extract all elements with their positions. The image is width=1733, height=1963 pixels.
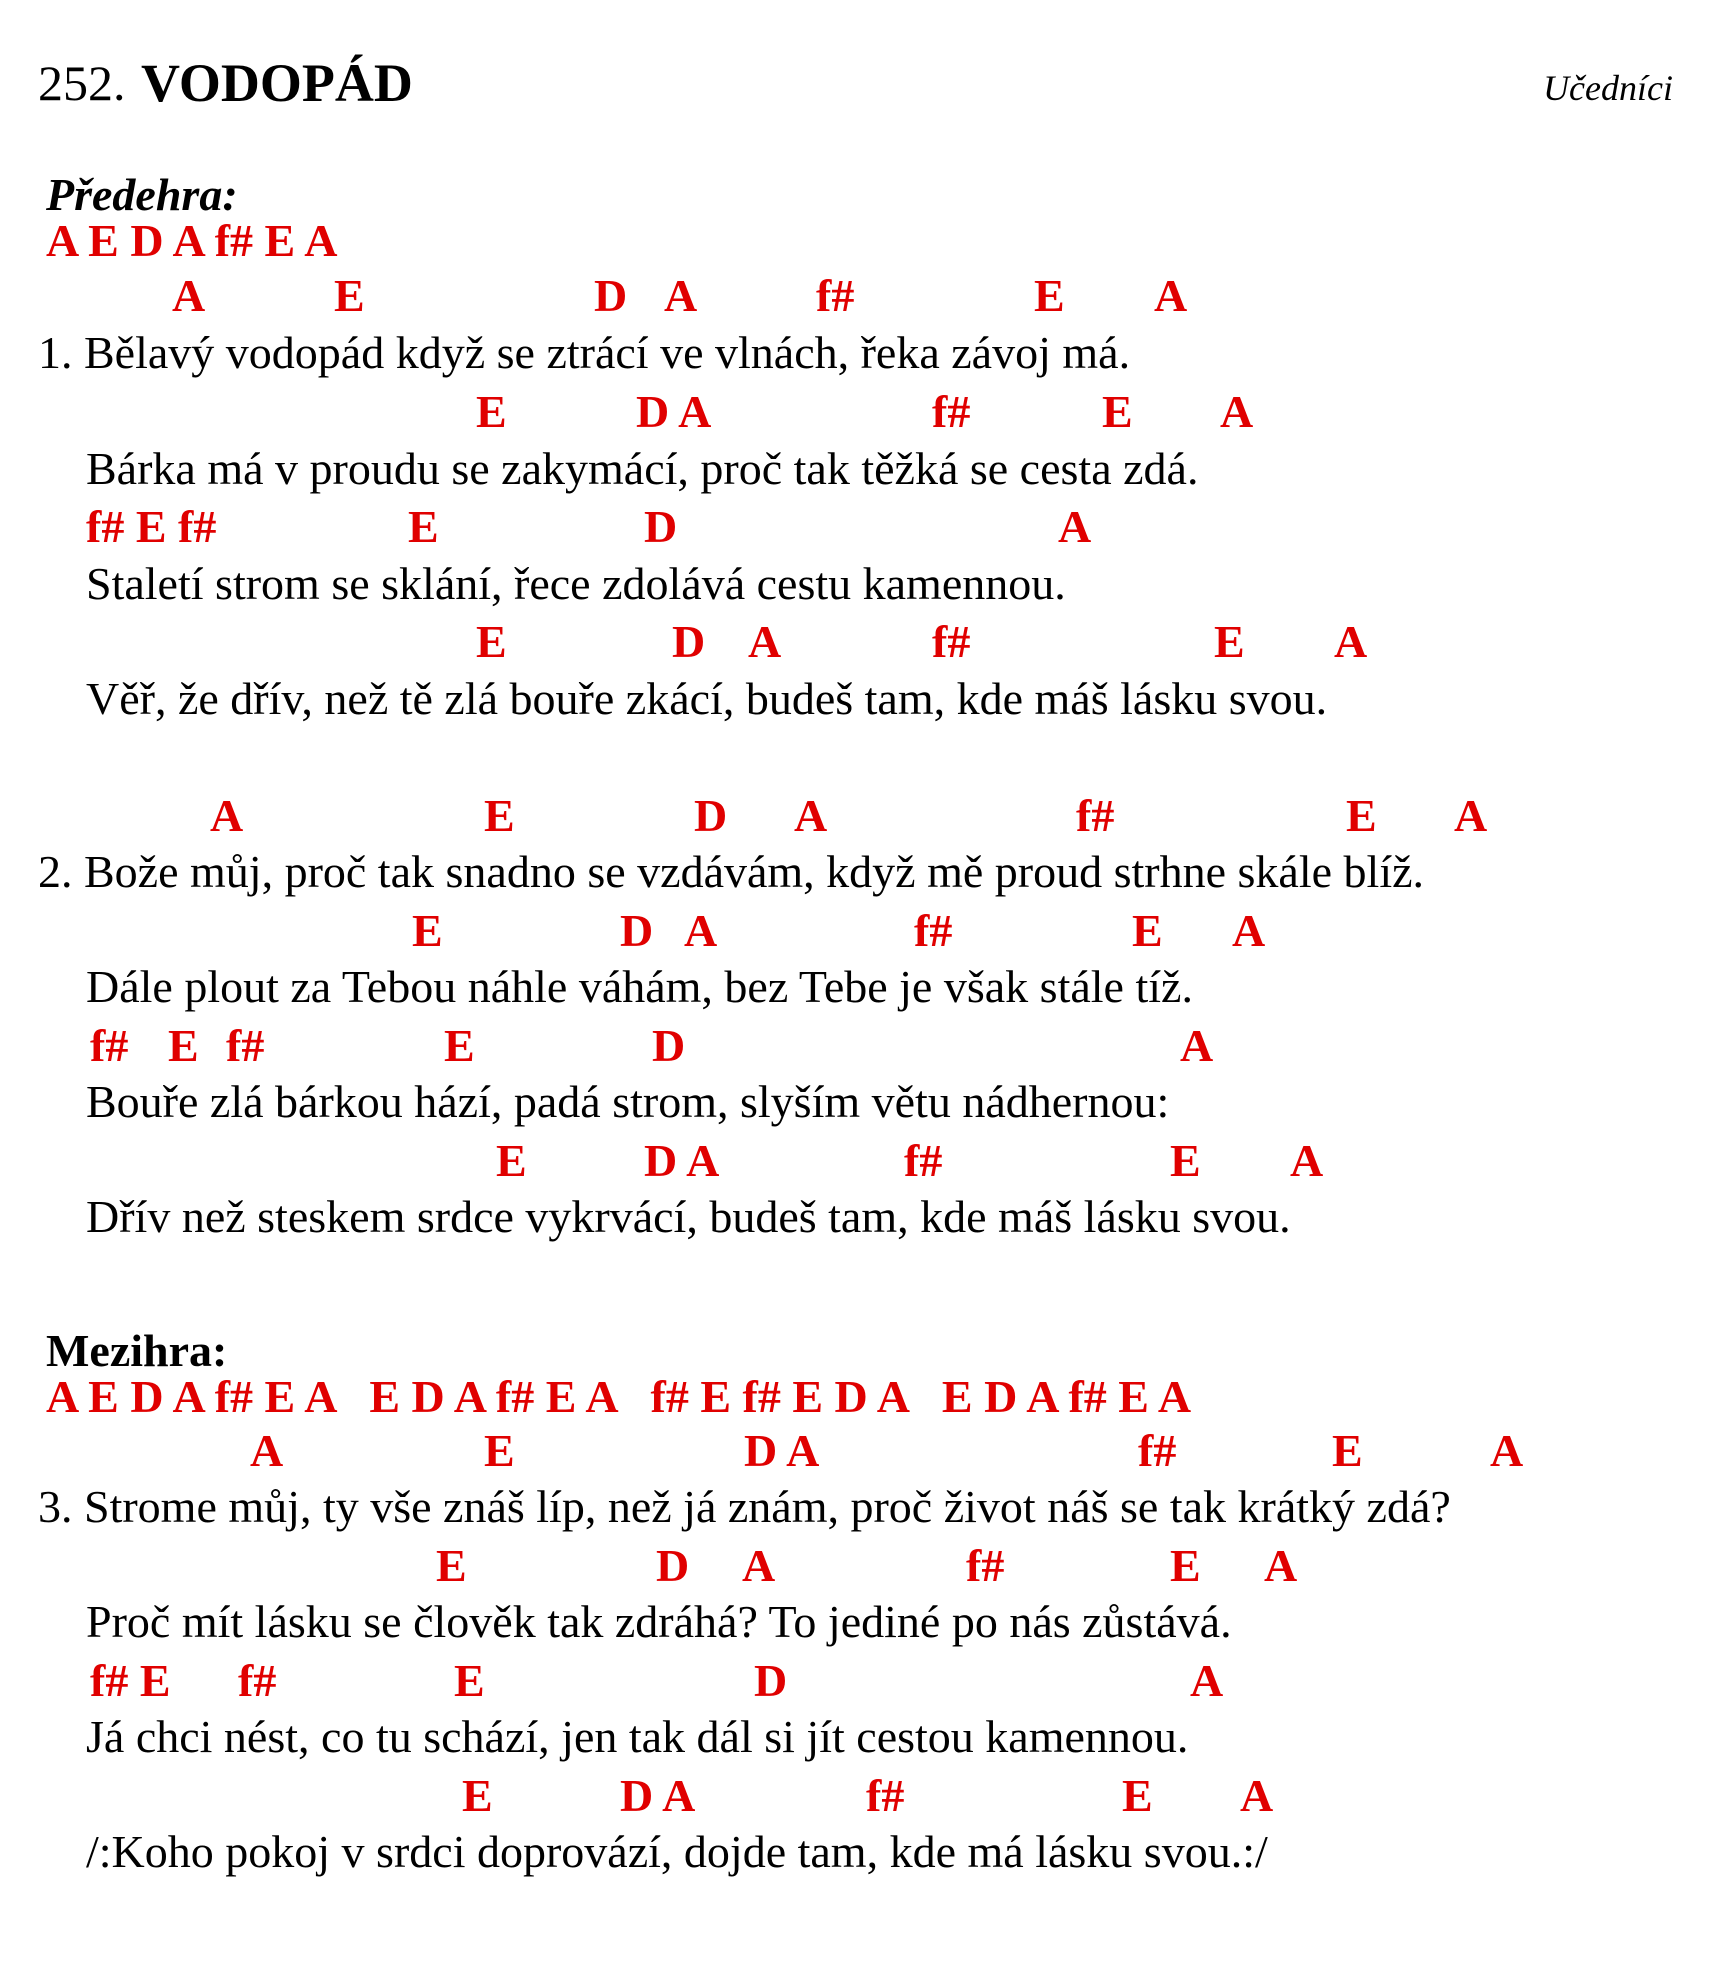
chord: E	[412, 905, 443, 956]
chord: D A	[620, 1770, 696, 1821]
chord: D A	[636, 386, 712, 437]
chord: f#	[816, 270, 855, 321]
chord: f# E	[90, 1655, 171, 1706]
chord: A	[1180, 1020, 1214, 1071]
chord: A	[664, 270, 698, 321]
lyric-line: Bouře zlá bárkou hází, padá strom, slyším větu nádhernou:	[86, 1076, 1170, 1127]
chord: E	[436, 1540, 467, 1591]
chord: E	[1132, 905, 1163, 956]
lyric-line: 1. Bělavý vodopád když se ztrácí ve vlnách, řeka závoj má.	[38, 327, 1131, 378]
chord: A	[1334, 616, 1368, 667]
chord: A	[1290, 1135, 1324, 1186]
chord: E	[476, 386, 507, 437]
chord: A	[742, 1540, 776, 1591]
lyric-line: Staletí strom se sklání, řece zdolává cestu kamennou.	[86, 558, 1066, 609]
chord: D A	[744, 1425, 820, 1476]
predehra-line	[38, 156, 337, 264]
predehra-chords: A E D A f# E A	[46, 215, 338, 266]
chord: f#	[966, 1540, 1005, 1591]
chord: D A	[644, 1135, 720, 1186]
chord: f#	[1076, 790, 1115, 841]
chord: f#	[904, 1135, 943, 1186]
chord: f#	[238, 1655, 277, 1706]
chord: E	[334, 270, 365, 321]
chord: E	[1332, 1425, 1363, 1476]
lyric-line: Věř, že dřív, než tě zlá bouře zkácí, budeš tam, kde máš lásku svou.	[86, 673, 1328, 724]
chord: D	[652, 1020, 686, 1071]
lyric-line: Proč mít lásku se člověk tak zdráhá? To jediné po nás zůstává.	[86, 1596, 1232, 1647]
chord: E	[1170, 1135, 1201, 1186]
chord: D	[594, 270, 628, 321]
lyric-line: Dřív než steskem srdce vykrvácí, budeš tam, kde máš lásku svou.	[86, 1191, 1291, 1242]
chord: E	[1034, 270, 1065, 321]
chord: A	[794, 790, 828, 841]
chord: A	[1190, 1655, 1224, 1706]
chord: D	[694, 790, 728, 841]
chord: A	[1240, 1770, 1274, 1821]
chord: f#	[932, 616, 971, 667]
chord: D	[656, 1540, 690, 1591]
chord: E	[454, 1655, 485, 1706]
chord: A	[748, 616, 782, 667]
chord: D	[644, 501, 678, 552]
predehra-label: Předehra:	[46, 169, 238, 220]
chord: E	[168, 1020, 199, 1071]
chord: A	[210, 790, 244, 841]
chord: f#	[866, 1770, 905, 1821]
chord: A	[1154, 270, 1188, 321]
chord: A	[1058, 501, 1092, 552]
chord: E	[462, 1770, 493, 1821]
chord: E	[484, 790, 515, 841]
chord: E	[1346, 790, 1377, 841]
chord: E	[496, 1135, 527, 1186]
chord: E	[1102, 386, 1133, 437]
chord: D	[620, 905, 654, 956]
chord: E	[408, 501, 439, 552]
chord: E	[1122, 1770, 1153, 1821]
chord: E	[1214, 616, 1245, 667]
chord: D	[672, 616, 706, 667]
chord: E	[476, 616, 507, 667]
lyric-line: Bárka má v proudu se zakymácí, proč tak těžká se cesta zdá.	[86, 443, 1199, 494]
song-author: Učedníci	[1543, 68, 1673, 108]
chord: f#	[90, 1020, 129, 1071]
chord: A	[1220, 386, 1254, 437]
lyric-line: 3. Strome můj, ty vše znáš líp, než já znám, proč život náš se tak krátký zdá?	[38, 1481, 1451, 1532]
song-number: 252.	[38, 55, 126, 111]
chord: f# E f#	[86, 501, 217, 552]
chord: A	[1490, 1425, 1524, 1476]
song-title: VODOPÁD	[141, 53, 413, 113]
lyric-line: 2. Bože můj, proč tak snadno se vzdávám, když mě proud strhne skále blíž.	[38, 846, 1425, 897]
chord: A	[1264, 1540, 1298, 1591]
chord: f#	[226, 1020, 265, 1071]
chord: E	[484, 1425, 515, 1476]
lyric-line: Dále plout za Tebou náhle váhám, bez Tebe je však stále tíž.	[86, 961, 1193, 1012]
chord: A	[684, 905, 718, 956]
chord: A	[250, 1425, 284, 1476]
chord: f#	[1138, 1425, 1177, 1476]
chord: A	[1232, 905, 1266, 956]
chord: f#	[914, 905, 953, 956]
chord: A	[1454, 790, 1488, 841]
chord: E	[1170, 1540, 1201, 1591]
chord: f#	[932, 386, 971, 437]
mezihra-line	[38, 1312, 1191, 1420]
chord: E	[444, 1020, 475, 1071]
chord: A	[172, 270, 206, 321]
mezihra-chords: A E D A f# E A E D A f# E A f# E f# E D A E D A f# E A	[46, 1371, 1192, 1422]
lyric-line: Já chci nést, co tu schází, jen tak dál si jít cestou kamennou.	[86, 1711, 1189, 1762]
chord: D	[754, 1655, 788, 1706]
lyric-line: /:Koho pokoj v srdci doprovází, dojde tam, kde má lásku svou.:/	[86, 1826, 1268, 1877]
mezihra-label: Mezihra:	[46, 1325, 228, 1376]
